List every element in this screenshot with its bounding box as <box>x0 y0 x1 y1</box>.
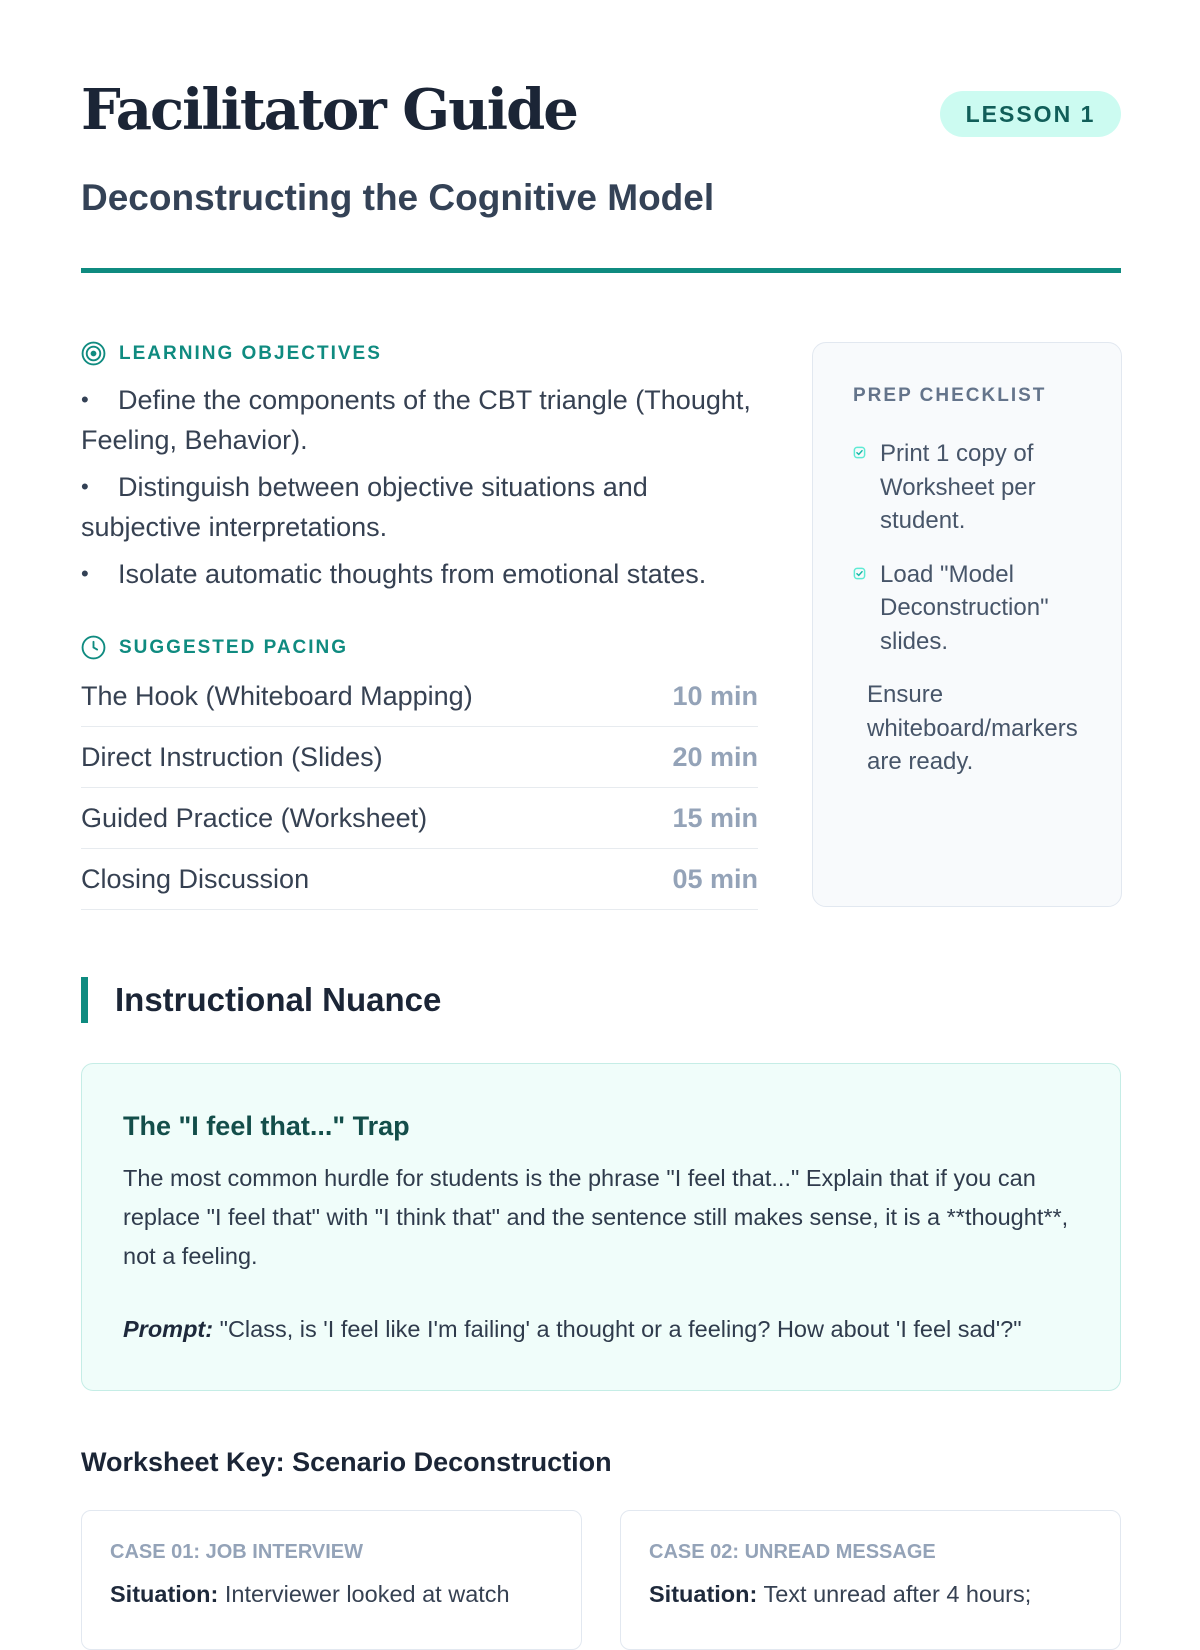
pacing-activity: Closing Discussion <box>81 863 310 894</box>
prep-item-text: Load "Model Deconstruction" slides. <box>880 560 1049 655</box>
situation-label: Situation: <box>110 1581 219 1607</box>
callout-title: The "I feel that..." Trap <box>123 1111 410 1141</box>
objectives-label <box>81 341 382 366</box>
page-title: Facilitator Guide <box>81 77 577 143</box>
case-card <box>81 1510 582 1650</box>
pacing-table <box>81 666 758 910</box>
objective-item: • Define the components of the CBT triangle (Thought, Feeling, Behavior). <box>81 380 761 460</box>
prep-item <box>853 558 1103 659</box>
clock-icon <box>81 635 106 660</box>
objectives-list <box>81 380 761 601</box>
prep-item <box>853 437 1103 538</box>
pacing-activity: Direct Instruction (Slides) <box>81 741 383 772</box>
prompt-label: Prompt: <box>123 1316 214 1342</box>
case-label: CASE 02: UNREAD MESSAGE <box>649 1541 936 1563</box>
case-label: CASE 01: JOB INTERVIEW <box>110 1541 364 1563</box>
nuance-callout <box>81 1063 1121 1391</box>
checkbox-icon <box>853 567 866 580</box>
prep-checklist-card <box>812 342 1122 907</box>
prep-item <box>853 678 1103 779</box>
pacing-row <box>81 849 758 910</box>
prompt-text: "Class, is 'I feel like I'm failing' a thought or a feeling? How about 'I feel sad'?" <box>213 1316 1022 1342</box>
pacing-time: 20 min <box>672 741 758 772</box>
checkbox-icon <box>853 446 866 459</box>
pacing-time: 10 min <box>672 680 758 711</box>
objectives-label-text: LEARNING OBJECTIVES <box>119 342 382 364</box>
prep-checklist <box>853 437 1103 799</box>
pacing-activity: The Hook (Whiteboard Mapping) <box>81 680 473 711</box>
situation-text: Interviewer looked at watch <box>218 1581 510 1607</box>
pacing-row <box>81 727 758 788</box>
section-heading-nuance: Instructional Nuance <box>81 977 441 1023</box>
situation-label: Situation: <box>649 1581 758 1607</box>
pacing-row <box>81 666 758 727</box>
pacing-label <box>81 635 348 660</box>
pacing-row <box>81 788 758 849</box>
pacing-time: 05 min <box>672 863 758 894</box>
objective-item: • Distinguish between objective situations and subjective interpretations. <box>81 467 761 547</box>
target-icon <box>81 341 106 366</box>
pacing-activity: Guided Practice (Worksheet) <box>81 802 428 833</box>
case-situation <box>649 1581 1109 1608</box>
pacing-label-text: SUGGESTED PACING <box>119 636 349 658</box>
worksheet-key-heading: Worksheet Key: Scenario Deconstruction <box>81 1447 612 1477</box>
page-subtitle: Deconstructing the Cognitive Model <box>81 177 715 218</box>
situation-text: Text unread after 4 hours; <box>757 1581 1032 1607</box>
case-card <box>620 1510 1121 1650</box>
case-situation <box>110 1581 570 1608</box>
callout-body: The most common hurdle for students is the phrase "I feel that..." Explain that if you can replace "I feel that" with "I think that" and the sentence still makes sense, it is a **thought**, not a feeling. <box>123 1165 1069 1269</box>
prep-item-text: Ensure whiteboard/markers are ready. <box>867 681 1078 775</box>
prep-checklist-title: PREP CHECKLIST <box>853 385 1047 406</box>
prep-item-text: Print 1 copy of Worksheet per student. <box>880 440 1036 534</box>
pacing-time: 15 min <box>672 802 758 833</box>
callout-prompt <box>123 1310 1103 1349</box>
objective-item: • Isolate automatic thoughts from emotional states. <box>81 554 761 594</box>
title-divider <box>81 268 1121 273</box>
lesson-badge: LESSON 1 <box>940 91 1121 137</box>
